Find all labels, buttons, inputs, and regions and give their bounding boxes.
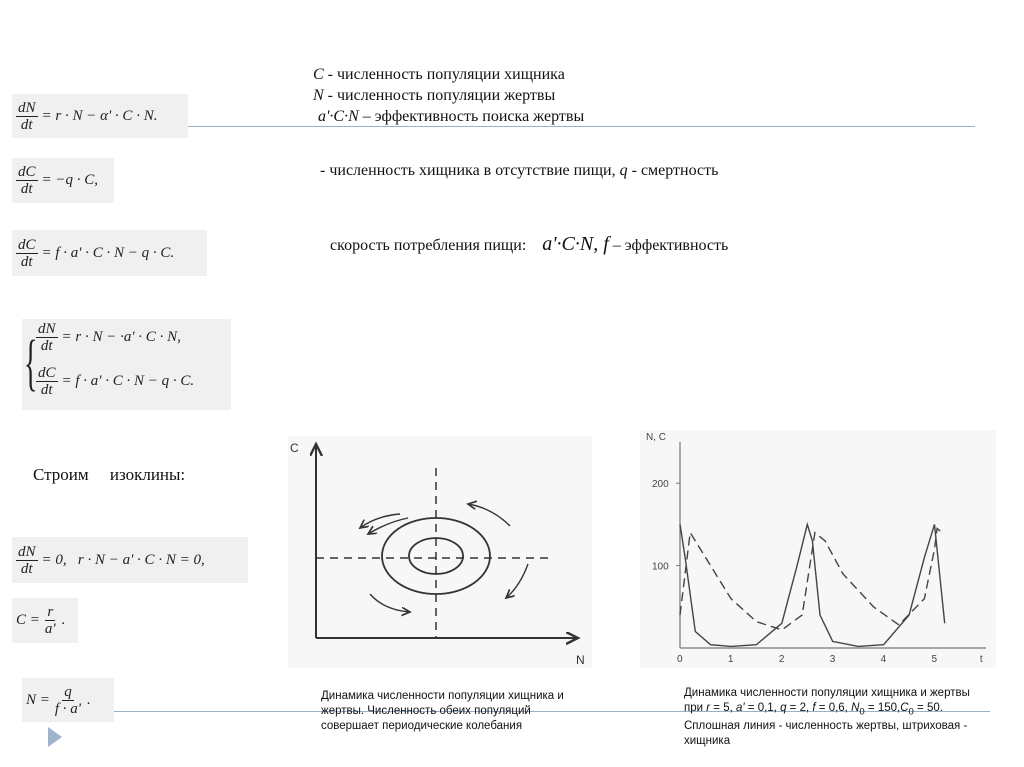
formula-predator-decline: $\frac{dC}{dt}$ = −q · C, bbox=[12, 158, 114, 203]
formula-isocline: $\frac{dN}{dt}$ = 0, r · N − a' · C · N = 0, bbox=[12, 537, 248, 583]
flow-arrow-right bbox=[506, 564, 528, 598]
system-brace: { bbox=[24, 329, 38, 397]
x-tick-label: 0 bbox=[677, 654, 683, 665]
definition-consumption: скорость потребления пищи: a'·C·N, f – эффективность bbox=[330, 233, 729, 255]
flow-arrow-bottom bbox=[370, 594, 410, 612]
phase-axis-x-label: N bbox=[576, 653, 585, 667]
ts-axis-y-label: N, C bbox=[646, 432, 666, 443]
formula-system: { $\frac{dN}{dt}$ = r · N − ·a' · C · N, $\frac{dC}{dt}$ = f · a' · C · N − q · C. bbox=[22, 319, 231, 410]
formula-c-equilibrium: C = $\frac{r}{a'}$ . bbox=[12, 598, 78, 643]
series-prey-line bbox=[680, 524, 945, 646]
series-predator-line bbox=[680, 529, 942, 630]
x-tick-label: 2 bbox=[778, 654, 785, 665]
caption-time-series: Динамика численности популяции хищника и жертвы при r = 5, a' = 0,1, q = 2, f = 0,6, $N_0 = 150,C_0 = 50$. Сплошная линия - численность жертвы, штриховая - хищника bbox=[684, 687, 970, 748]
y-tick-label: 100 bbox=[652, 561, 669, 573]
definition-prey: N - численность популяции жертвы bbox=[313, 87, 556, 104]
definition-predator: C - численность популяции хищника bbox=[313, 66, 565, 83]
y-tick-label: 200 bbox=[652, 479, 669, 491]
time-series-chart bbox=[640, 430, 996, 668]
x-tick-label: 3 bbox=[829, 654, 836, 665]
slide-arrow-icon bbox=[48, 727, 62, 747]
caption-phase-portrait: Динамика численности популяции хищника и жертвы. Численность обеих популяций совершает периодические колебания bbox=[321, 690, 564, 732]
formula-predator-growth: $\frac{dC}{dt}$ = f · a' · C · N − q · C. bbox=[12, 230, 207, 276]
x-tick-label: t bbox=[979, 654, 983, 665]
phase-axis-y-label: C bbox=[290, 441, 299, 455]
x-tick-label: 5 bbox=[931, 654, 938, 665]
isoclines-label: Строим изоклины: bbox=[33, 465, 186, 484]
phase-portrait bbox=[288, 436, 592, 668]
flow-arrow-top-left bbox=[360, 514, 400, 528]
phase-portrait-svg bbox=[288, 436, 592, 668]
x-tick-label: 4 bbox=[880, 654, 887, 665]
formula-prey-growth: $\frac{dN}{dt}$ = r · N − α' · C · N. bbox=[12, 94, 188, 138]
definition-mortality: - численность хищника в отсутствие пищи, q - смертность bbox=[320, 162, 719, 179]
definition-search: a'·C·N – эффективность поиска жертвы bbox=[318, 108, 585, 125]
flow-arrow-top-right bbox=[468, 504, 510, 526]
time-series-svg bbox=[640, 430, 996, 668]
x-tick-label: 1 bbox=[727, 654, 734, 665]
definitions-block bbox=[313, 64, 973, 127]
formula-n-equilibrium: N = $\frac{q}{f \cdot a'}$ . bbox=[22, 678, 114, 722]
